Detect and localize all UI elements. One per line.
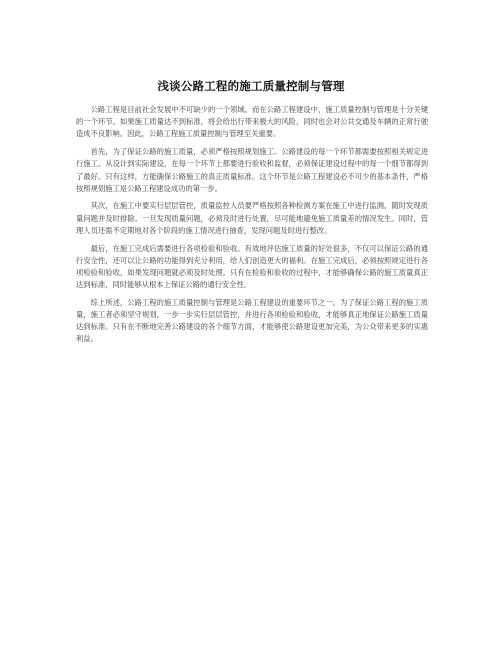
paragraph-conclusion: 综上所述，公路工程的施工质量控制与管理是公路工程建设的重要环节之一。为了保证公路工程的施工质量，施工者必须坚守规划，一步一步实行层层管控，并进行各项检验和验收，才能够真正地保证公路施工质量达到标准。只有在不断地完善公路建设的各个细节方面，才能够使公路建设更加完美，为公众带来更多的实惠利益。 (76, 297, 428, 344)
document-title: 浅谈公路工程的施工质量控制与管理 (157, 79, 345, 93)
paragraph-first-point: 首先，为了保证公路的施工质量，必须严格按照规划施工。公路建设的每一个环节都需要按照相关规定进行施工。从设计到实际建设，在每一个环节上都要进行验收和监督，必须保证建设过程中的每一个细节都得到了最好。只有这样，方能确保公路施工的真正质量标准。这个环节是公路工程建设必不可少的基本条件，严格按照规划施工是公路工程建设成功的第一步。 (76, 147, 428, 193)
document-body (76, 104, 428, 351)
paragraph-third-point: 最后，在施工完成后需要进行各项检验和验收。有效地评估施工质量的好处很多，不仅可以保证公路的通行安全性，还可以让公路的功能得到充分利用，给人们创造更大的福利。在施工完成后，必须按照规定进行各项检验和验收，如果发现问题就必须及时处理。只有在检验和验收的过程中，才能够确保公路的施工质量真正达到标准，同时能够从根本上保证公路的通行安全性。 (76, 243, 428, 290)
paragraph-second-point: 其次，在施工中要实行层层管控，质量监控人员要严格按照各种检测方案在施工中进行监测，随时发现质量问题并及时排除。一旦发现质量问题，必须及时进行处置，尽可能地避免施工质量差的情况发生。同时，管理人员还需不定期地对各个阶段的施工情况进行抽查，发现问题及时进行整改。 (76, 201, 428, 235)
paragraph-intro: 公路工程是目前社会发展中不可缺少的一个领域。而在公路工程建设中，施工质量控制与管理是十分关键的一个环节。如果施工质量达不到标准，将会给出行带来极大的风险，同时也会对公共交通及车辆的正常行驶造成不良影响。因此，公路工程施工质量控制与管理至关重要。 (76, 105, 428, 139)
